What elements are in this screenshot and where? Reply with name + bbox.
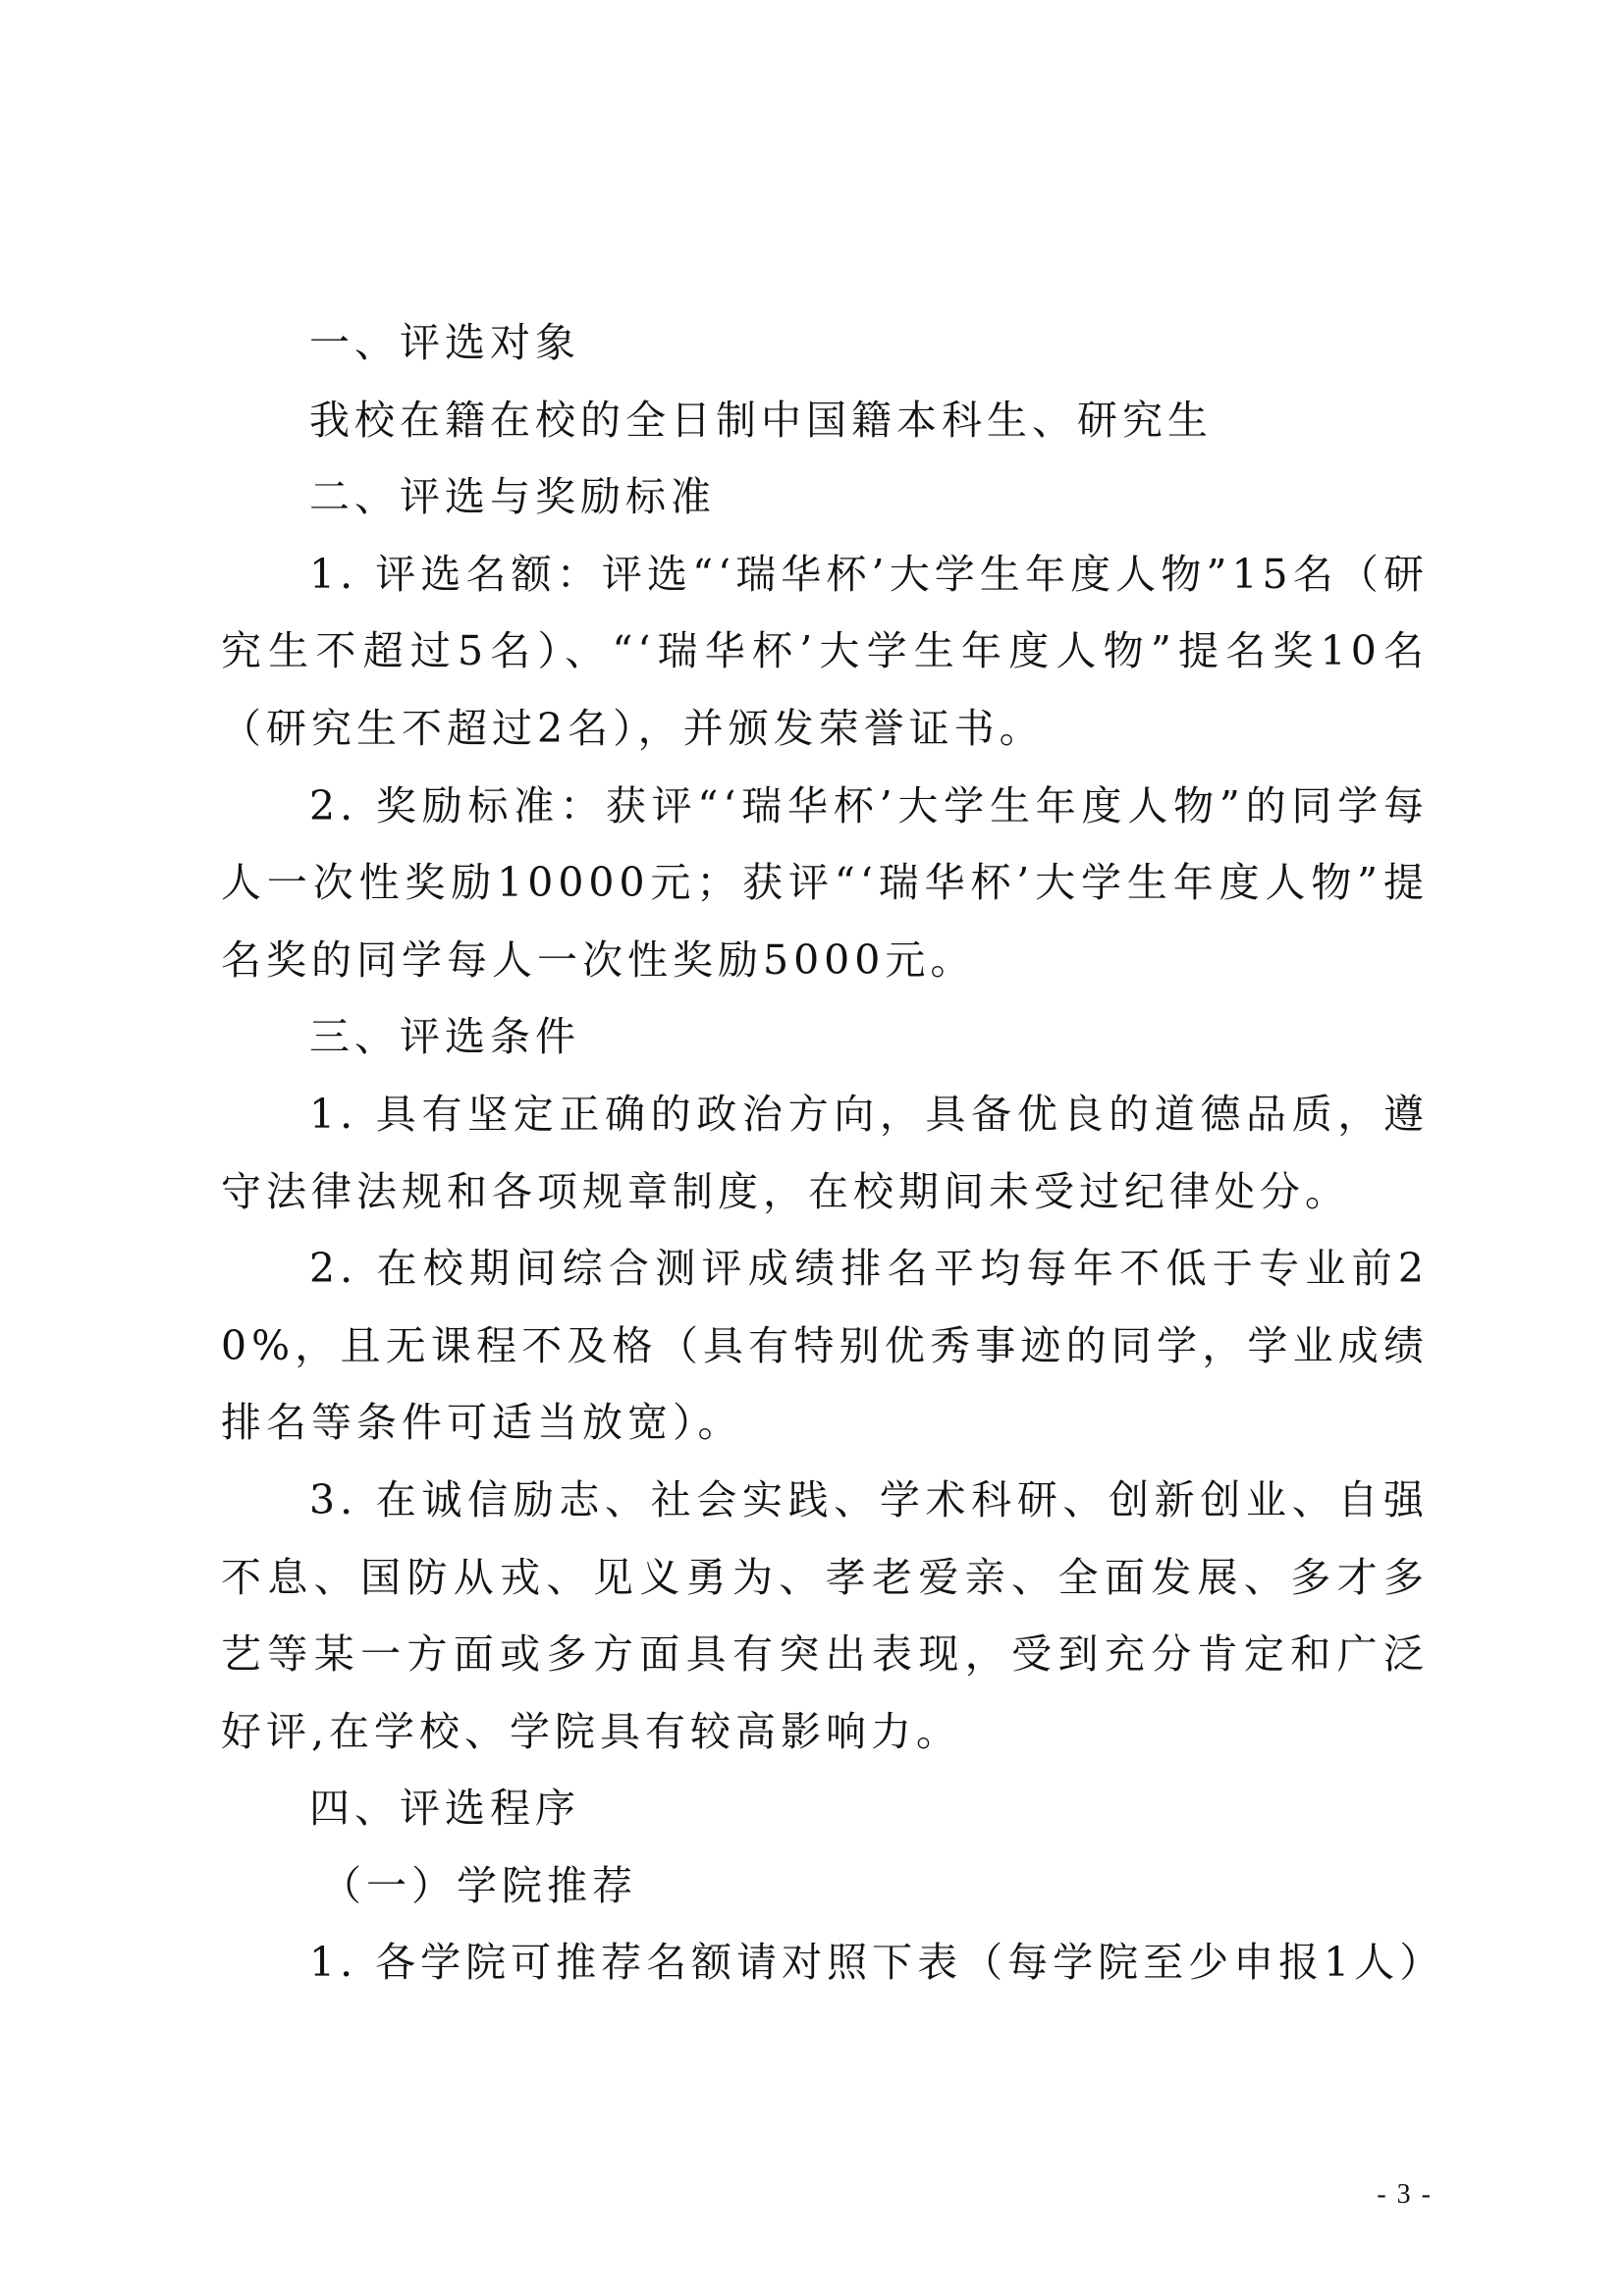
heading-selection-and-award-standards: 二、评选与奖励标准 bbox=[309, 473, 716, 521]
paragraph-award-standard: 2. 奖励标准：获评“‘瑞华杯’大学生年度人物”的同学每人一次性奖励10000元；获评“‘瑞华杯’大学生年度人物”提名奖的同学每人一次性奖励5000元。 bbox=[221, 781, 1429, 984]
paragraph-condition-2: 2. 在校期间综合测评成绩排名平均每年不低于专业前20%，且无课程不及格（具有特别优秀事迹的同学，学业成绩排名等条件可适当放宽）。 bbox=[221, 1245, 1429, 1447]
page-number: - 3 - bbox=[1377, 2179, 1433, 2210]
paragraph-condition-1: 1. 具有坚定正确的政治方向，具备优良的道德品质，遵守法律法规和各项规章制度，在校期间未受过纪律处分。 bbox=[221, 1090, 1429, 1215]
paragraph-quota: 1. 评选名额：评选“‘瑞华杯’大学生年度人物”15名（研究生不超过5名）、“‘瑞华杯’大学生年度人物”提名奖10名（研究生不超过2名），并颁发荣誉证书。 bbox=[221, 550, 1429, 752]
paragraph-eligible-students: 我校在籍在校的全日制中国籍本科生、研究生 bbox=[309, 396, 1213, 444]
paragraph-recommendation-quota: 1. 各学院可推荐名额请对照下表（每学院至少申报1人） bbox=[309, 1939, 1445, 1987]
heading-selection-conditions: 三、评选条件 bbox=[309, 1013, 580, 1061]
subheading-college-recommendation: （一）学院推荐 bbox=[321, 1861, 637, 1909]
paragraph-condition-3: 3. 在诚信励志、社会实践、学术科研、创新创业、自强不息、国防从戎、见义勇为、孝老爱亲、全面发展、多才多艺等某一方面或多方面具有突出表现，受到充分肯定和广泛好评,在学校、学院具有较高影响力。 bbox=[221, 1475, 1429, 1755]
heading-selection-procedure: 四、评选程序 bbox=[309, 1785, 580, 1833]
heading-selection-targets: 一、评选对象 bbox=[309, 319, 580, 366]
document-body bbox=[221, 304, 1445, 2002]
